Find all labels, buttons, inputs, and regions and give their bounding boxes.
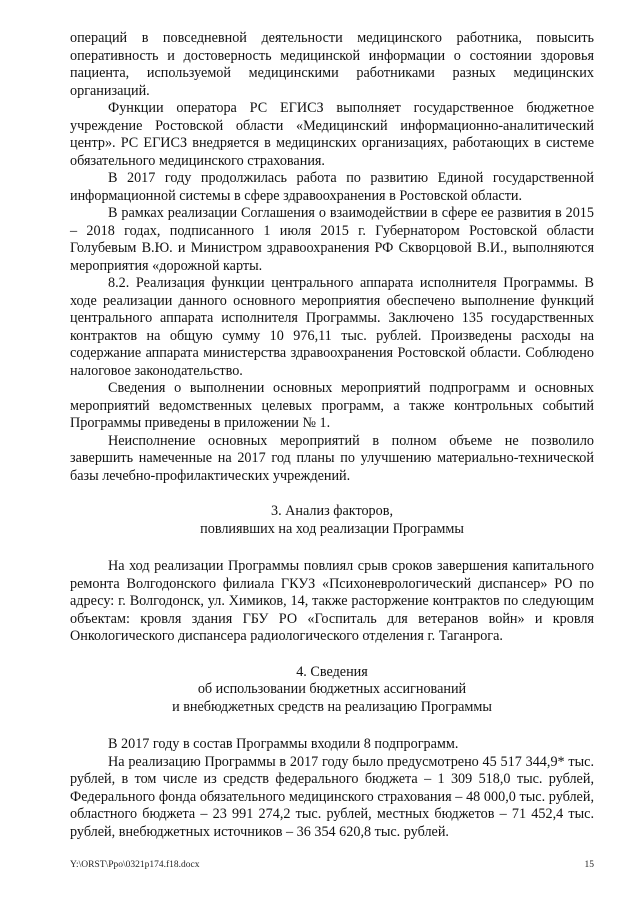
paragraph: На ход реализации Программы повлиял срыв сроков завершения капитального ремонта Волгодонского филиала ГКУЗ «Психоневрологический диспансер» РО по адресу: г. Волгодонск, ул. Химиков, 14, также расторжение контрактов по следующим объектам: кровля здания ГБУ РО «Госпиталь для ветеранов войн» и кровля Онкологического диспансера радиологического отделения г. Таганрога. <box>70 558 594 644</box>
paragraph: На реализацию Программы в 2017 году было предусмотрено 45 517 344,9* тыс. рублей, в том числе из средств федерального бюджета – 1 309 518,0 тыс. рублей, Федерального фонда обязательного медицинского страхования – 48 000,0 тыс. рублей, областного бюджета – 23 991 274,2 тыс. рублей, местных бюджетов – 71 452,4 тыс. рублей, внебюджетных источников – 36 354 620,8 тыс. рублей. <box>70 753 594 840</box>
heading-line: и внебюджетных средств на реализацию Программы <box>172 698 492 715</box>
file-path: Y:\ORST\Ppo\0321p174.f18.docx <box>70 860 200 870</box>
page-content <box>70 30 594 841</box>
paragraph: Неисполнение основных мероприятий в полном объеме не позволило завершить намеченные на 2017 год планы по улучшению материально-технической базы лечебно-профилактических учреждений. <box>70 432 594 484</box>
section-3-heading <box>70 503 594 538</box>
paragraph: Функции оператора РС ЕГИСЗ выполняет государственное бюджетное учреждение Ростовской области «Медицинский информационно-аналитический центр». РС ЕГИСЗ внедряется в медицинских организациях, работающих в системе обязательного медицинского страхования. <box>70 100 594 169</box>
paragraph: Сведения о выполнении основных мероприятий подпрограмм и основных мероприятий ведомственных целевых программ, а также контрольных событий Программы приведены в приложении № 1. <box>70 380 594 431</box>
paragraph: операций в повседневной деятельности медицинского работника, повысить оперативность и достоверность медицинской информации о состоянии здоровья пациента, используемой медицинскими работниками разных медицинских организаций. <box>70 30 594 99</box>
heading-line: 4. Сведения <box>296 663 368 680</box>
heading-line: об использовании бюджетных ассигнований <box>197 681 467 697</box>
heading-line: повлиявших на ход реализации Программы <box>200 520 464 537</box>
paragraph: 8.2. Реализация функции центрального аппарата исполнителя Программы. В ходе реализации данного основного мероприятия обеспечено выполнение функций центрального аппарата исполнителя Программы. Заключено 135 государственных контрактов на общую сумму 10 976,11 тыс. рублей. Произведены расходы на содержание аппарата министерства здравоохранения Ростовской области. Соблюдено налоговое законодательство. <box>70 275 594 379</box>
section-4-heading <box>70 664 594 717</box>
paragraph: В 2017 году в состав Программы входили 8 подпрограмм. <box>108 736 459 752</box>
page-number: 15 <box>584 860 594 870</box>
paragraph: В 2017 году продолжилась работа по развитию Единой государственной информационной системы в сфере здравоохранения в Ростовской области. <box>70 170 594 204</box>
paragraph: В рамках реализации Соглашения о взаимодействии в сфере ее развития в 2015 – 2018 годах, подписанного 1 июля 2015 г. Губернатором Ростовской области Голубевым В.Ю. и Министром здравоохранения РФ Скворцовой В.И., выполняются мероприятия «дорожной карты. <box>70 205 594 274</box>
heading-line: 3. Анализ факторов, <box>270 503 393 519</box>
